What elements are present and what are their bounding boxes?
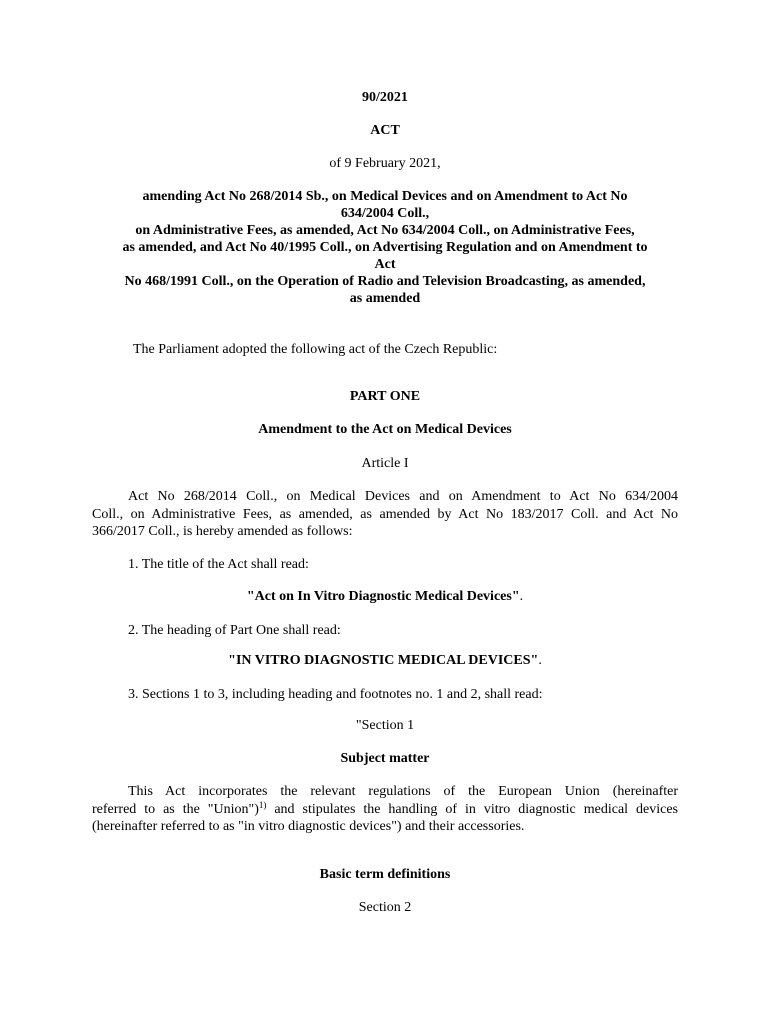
amendment-point-3: 3. Sections 1 to 3, including heading and footnotes no. 1 and 2, shall read: xyxy=(128,687,543,702)
footnote-reference: 1) xyxy=(258,799,267,810)
section-1-label: "Section 1 xyxy=(355,718,415,733)
paragraph-line: Act No 268/2014 Coll., on Medical Devices and on Amendment to Act No 634/2004 xyxy=(128,489,678,504)
quoted-text: "IN VITRO DIAGNOSTIC MEDICAL DEVICES" xyxy=(228,653,539,668)
paragraph-line: Coll., on Administrative Fees, as amended, as amended by Act No 183/2017 Coll. and Act No xyxy=(92,506,678,522)
part-heading: Amendment to the Act on Medical Devices xyxy=(258,422,512,437)
act-title-line: as amended xyxy=(349,291,421,306)
paragraph-text: referred to as the "Union") xyxy=(92,801,259,817)
amendment-quote-1 xyxy=(0,588,770,605)
act-title-line: No 468/1991 Coll., on the Operation of Radio and Television Broadcasting, as amended, xyxy=(124,274,646,289)
paragraph-text: and stipulates the handling of in vitro diagnostic medical devices xyxy=(266,801,678,817)
paragraph-line: (hereinafter referred to as "in vitro diagnostic devices") and their accessories. xyxy=(92,819,525,834)
amendment-point-1: 1. The title of the Act shall read: xyxy=(128,557,309,572)
act-title-line: 634/2004 Coll., xyxy=(340,206,430,221)
act-title-line: amending Act No 268/2014 Sb., on Medical Devices and on Amendment to Act No xyxy=(142,189,628,204)
quoted-text: "Act on In Vitro Diagnostic Medical Devices" xyxy=(246,589,520,604)
article-title: Article I xyxy=(361,456,409,471)
act-date: of 9 February 2021, xyxy=(329,156,441,171)
section-1-heading: Subject matter xyxy=(340,751,430,766)
article-intro-paragraph xyxy=(92,488,678,541)
amendment-point-2: 2. The heading of Part One shall read: xyxy=(128,623,341,638)
quote-suffix: . xyxy=(538,653,542,668)
paragraph-line: 366/2017 Coll., is hereby amended as follows: xyxy=(92,524,353,539)
part-title: PART ONE xyxy=(349,389,421,404)
act-type: ACT xyxy=(370,123,400,138)
act-title-line: as amended, and Act No 40/1995 Coll., on Advertising Regulation and on Amendment to xyxy=(122,240,648,255)
act-number: 90/2021 xyxy=(362,90,408,105)
act-title-line: on Administrative Fees, as amended, Act No 634/2004 Coll., on Administrative Fees, xyxy=(135,223,635,238)
preamble: The Parliament adopted the following act of the Czech Republic: xyxy=(133,342,498,357)
paragraph-line: This Act incorporates the relevant regulations of the European Union (hereinafter xyxy=(128,784,678,799)
act-title-line: Act xyxy=(374,257,396,272)
amendment-quote-2 xyxy=(0,652,770,669)
quote-suffix: . xyxy=(519,589,524,604)
section-2-label: Section 2 xyxy=(358,900,412,915)
section-1-paragraph xyxy=(92,783,678,836)
definitions-heading: Basic term definitions xyxy=(319,867,451,882)
paragraph-line xyxy=(92,801,678,819)
